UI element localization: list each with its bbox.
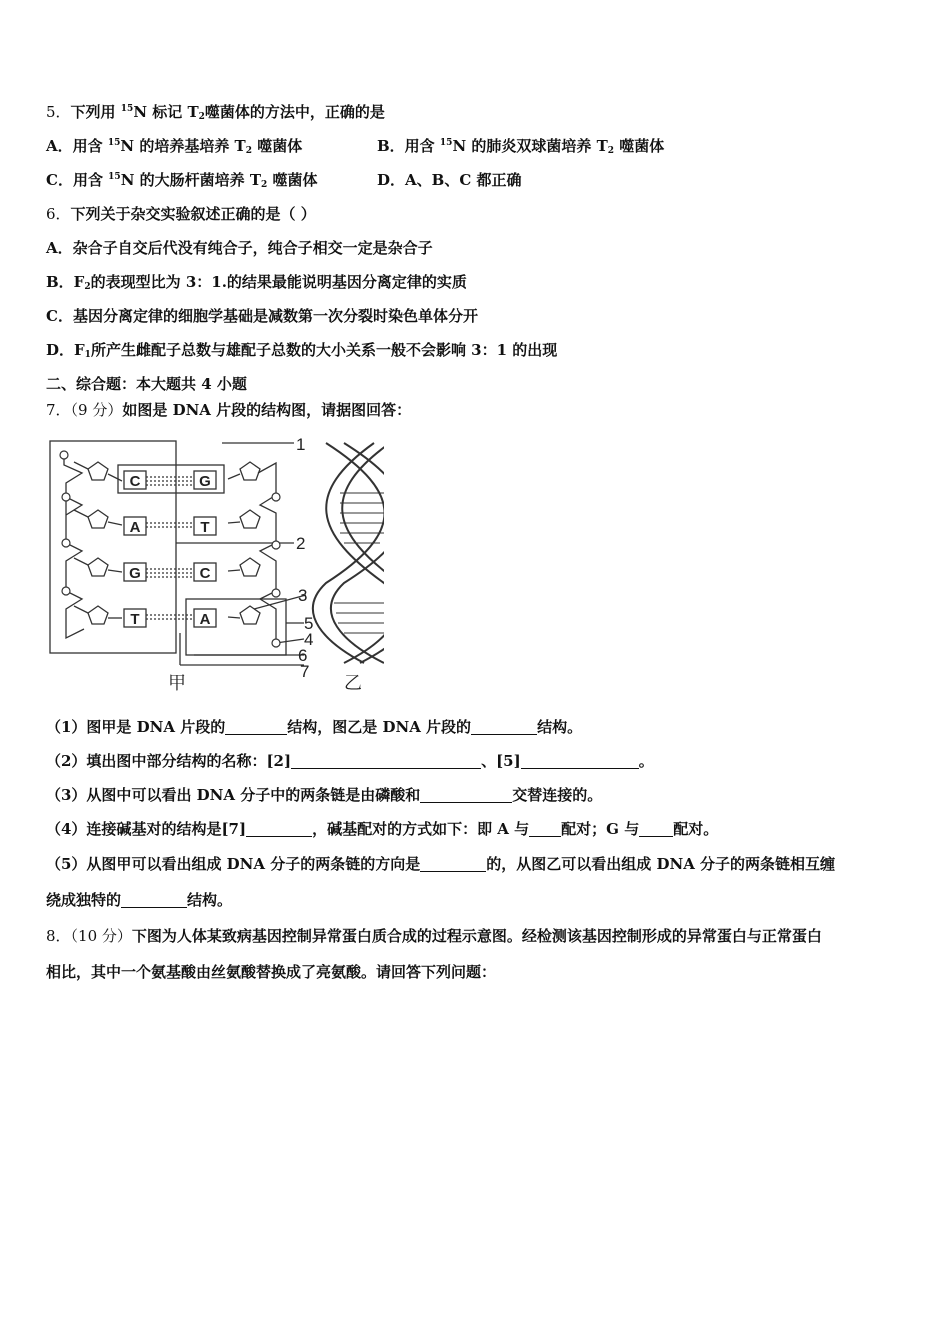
- q7-sub2: （2）填出图中部分结构的名称：[2] 、[5] 。: [46, 752, 654, 770]
- label-3: 3: [298, 586, 308, 605]
- section-heading: 二、综合题：本大题共 4 小题: [46, 375, 247, 393]
- base-right-2: T: [200, 519, 210, 536]
- base-left-4: T: [130, 611, 140, 628]
- answer-blank[interactable]: [291, 754, 481, 769]
- answer-blank[interactable]: [471, 720, 537, 735]
- answer-blank[interactable]: [121, 893, 187, 908]
- label-6: 6: [298, 646, 308, 665]
- q7-sub3: （3）从图中可以看出 DNA 分子中的两条链是由磷酸和 交替连接的。: [46, 786, 603, 804]
- q6-stem: 6．下列关于杂交实验叙述正确的是（ ）: [46, 205, 316, 223]
- caption-jia: 甲: [168, 673, 186, 693]
- q8-stem-cont: 相比，其中一个氨基酸由丝氨酸替换成了亮氨酸。请回答下列问题：: [46, 963, 497, 981]
- q5-option-a: A．用含 $^{15}$N 的培养基培养 $T_2$ 噬菌体: [46, 137, 303, 156]
- answer-blank[interactable]: [521, 754, 639, 769]
- q5-option-d: D．A、B、C 都正确: [377, 171, 522, 189]
- dna-structure-figure: [44, 433, 384, 693]
- answer-blank[interactable]: [529, 822, 561, 837]
- answer-blank[interactable]: [420, 788, 512, 803]
- q6-option-d: D．$F_1$所产生雌配子总数与雄配子总数的大小关系一般不会影响 3：1 的出现: [46, 341, 558, 360]
- q6-option-c: C．基因分离定律的细胞学基础是减数第一次分裂时染色单体分开: [46, 307, 478, 325]
- q5-option-c: C．用含 $^{15}$N 的大肠杆菌培养 $T_2$ 噬菌体: [46, 171, 318, 190]
- label-5: 5: [304, 614, 314, 633]
- q7-sub5: （5）从图甲可以看出组成 DNA 分子的两条链的方向是 的，从图乙可以看出组成 DNA 分子的两条链相互缠: [46, 855, 836, 873]
- q7-sub5-cont: 绕成独特的 结构。: [46, 891, 233, 909]
- base-left-3: G: [129, 565, 141, 582]
- q6-option-a: A．杂合子自交后代没有纯合子，纯合子相交一定是杂合子: [46, 239, 433, 257]
- base-right-4: A: [199, 611, 211, 628]
- answer-blank[interactable]: [246, 822, 312, 837]
- q5-stem: 5．下列用 $^{15}$N 标记 $T_2$噬菌体的方法中，正确的是: [46, 103, 385, 122]
- q7-sub1: （1）图甲是 DNA 片段的 结构，图乙是 DNA 片段的 结构。: [46, 718, 583, 736]
- answer-blank[interactable]: [225, 720, 287, 735]
- label-7: 7: [300, 662, 310, 681]
- base-left-1: C: [129, 473, 141, 490]
- q8-stem: 8．（10 分）下图为人体某致病基因控制异常蛋白质合成的过程示意图。经检测该基因控制形成的异常蛋白与正常蛋白: [46, 927, 822, 945]
- q7-sub4: （4）连接碱基对的结构是[7] ，碱基配对的方式如下：即 A 与 配对；G 与 配对。: [46, 820, 719, 838]
- base-right-1: G: [199, 473, 211, 490]
- label-2: 2: [296, 534, 306, 553]
- q5-option-b: B．用含 $^{15}$N 的肺炎双球菌培养 $T_2$ 噬菌体: [377, 137, 665, 156]
- answer-blank[interactable]: [420, 857, 486, 872]
- base-right-3: C: [199, 565, 211, 582]
- caption-yi: 乙: [344, 673, 362, 693]
- label-1: 1: [296, 435, 306, 454]
- base-left-2: A: [129, 519, 141, 536]
- label-4: 4: [304, 630, 314, 649]
- q7-stem: 7．（9 分）如图是 DNA 片段的结构图，请据图回答：: [46, 401, 412, 419]
- q6-option-b: B．$F_2$的表现型比为 3：1.的结果最能说明基因分离定律的实质: [46, 273, 467, 292]
- answer-blank[interactable]: [639, 822, 673, 837]
